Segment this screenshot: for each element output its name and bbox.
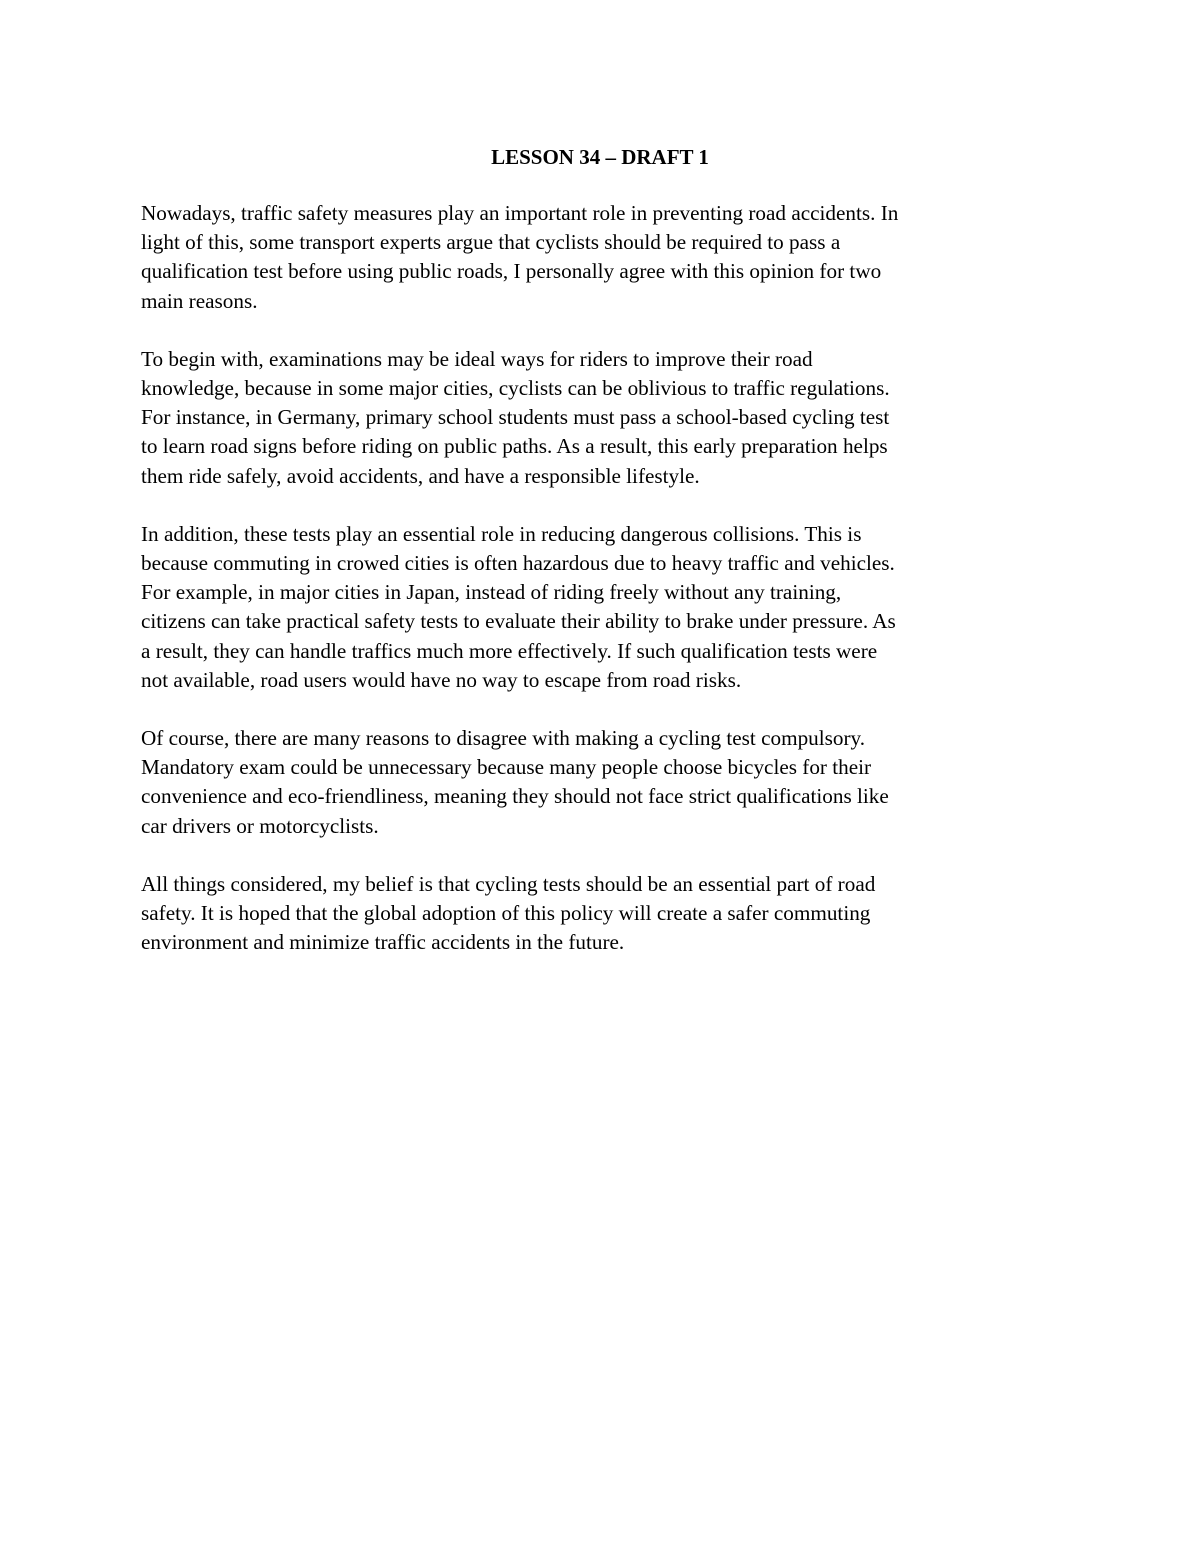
text-line: convenience and eco-friendliness, meaning they should not face strict qualifications like bbox=[141, 784, 889, 809]
paragraph-second-reason bbox=[141, 520, 1061, 695]
text-line: not available, road users would have no way to escape from road risks. bbox=[141, 667, 742, 692]
text-line: environment and minimize traffic accidents in the future. bbox=[141, 930, 625, 955]
text-line: For example, in major cities in Japan, instead of riding freely without any training, bbox=[141, 580, 842, 605]
text-line: Mandatory exam could be unnecessary because many people choose bicycles for their bbox=[141, 755, 872, 780]
text-line: light of this, some transport experts argue that cyclists should be required to pass a bbox=[141, 230, 841, 255]
document-body bbox=[141, 199, 1061, 986]
text-line: qualification test before using public roads, I personally agree with this opinion for two bbox=[141, 259, 882, 284]
text-line: main reasons. bbox=[141, 288, 258, 313]
text-line: Of course, there are many reasons to disagree with making a cycling test compulsory. bbox=[141, 726, 866, 751]
text-line: knowledge, because in some major cities, cyclists can be oblivious to traffic regulations. bbox=[141, 376, 890, 401]
text-line: a result, they can handle traffics much more effectively. If such qualification tests were bbox=[141, 638, 878, 663]
text-line: citizens can take practical safety tests to evaluate their ability to brake under pressure. As bbox=[141, 609, 896, 634]
text-line: To begin with, examinations may be ideal ways for riders to improve their road bbox=[141, 346, 813, 371]
text-line: safety. It is hoped that the global adoption of this policy will create a safer commuting bbox=[141, 901, 871, 926]
text-line: to learn road signs before riding on public paths. As a result, this early preparation helps bbox=[141, 434, 888, 459]
text-line: Nowadays, traffic safety measures play an important role in preventing road accidents. In bbox=[141, 201, 899, 225]
text-line: In addition, these tests play an essential role in reducing dangerous collisions. This is bbox=[141, 521, 862, 546]
paragraph-counterargument bbox=[141, 724, 1061, 841]
text-line: All things considered, my belief is that cycling tests should be an essential part of road bbox=[141, 871, 876, 896]
text-line: them ride safely, avoid accidents, and have a responsible lifestyle. bbox=[141, 463, 700, 488]
paragraph-intro bbox=[141, 199, 1061, 316]
paragraph-first-reason bbox=[141, 345, 1061, 491]
text-line: For instance, in Germany, primary school students must pass a school-based cycling test bbox=[141, 405, 890, 430]
text-line: car drivers or motorcyclists. bbox=[141, 813, 379, 838]
text-line: because commuting in crowed cities is often hazardous due to heavy traffic and vehicles. bbox=[141, 551, 895, 576]
paragraph-conclusion bbox=[141, 870, 1061, 958]
document-title: LESSON 34 – DRAFT 1 bbox=[491, 145, 709, 169]
